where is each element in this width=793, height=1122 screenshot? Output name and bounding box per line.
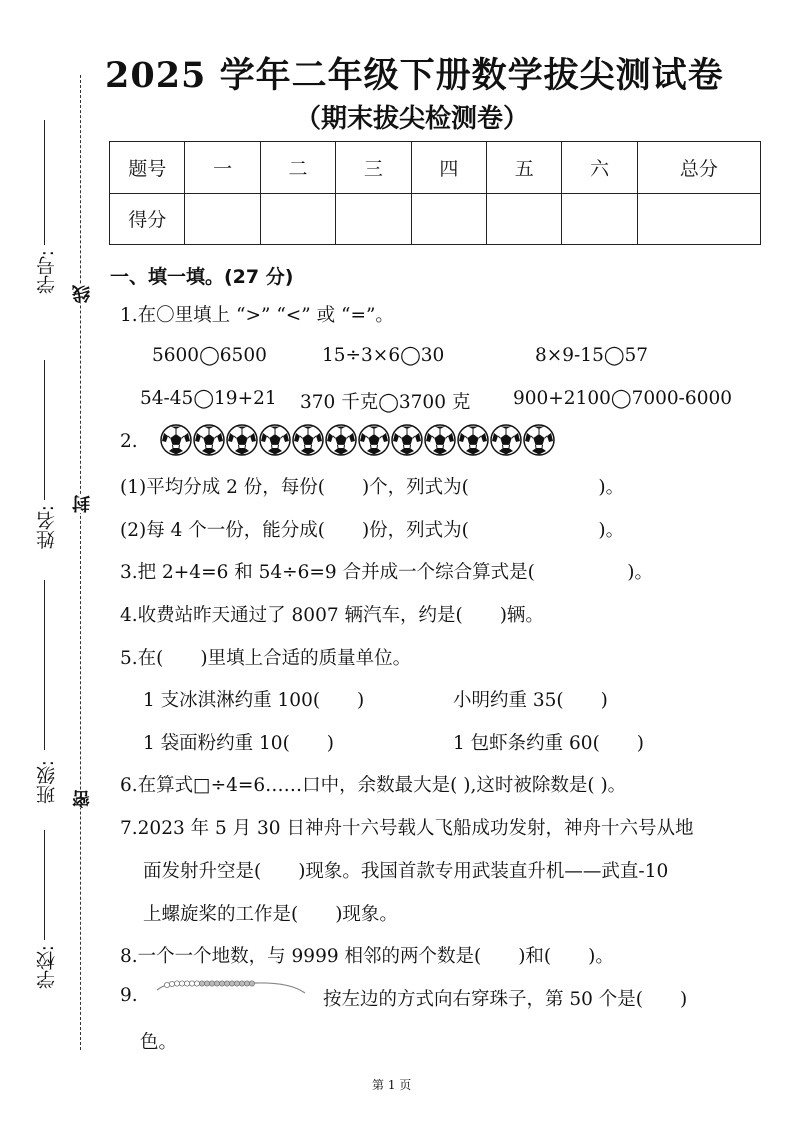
soccer-ball-icon — [259, 424, 291, 456]
soccer-ball-icon — [490, 424, 522, 456]
page-number: 第 1 页 — [372, 1078, 412, 1092]
question-7-line-1: 7.2023 年 5 月 30 日神舟十六号载人飞船成功发射，神舟十六号从地 — [120, 818, 694, 839]
soccer-ball-row — [160, 424, 555, 456]
question-9-line-2: 色。 — [140, 1032, 178, 1053]
question-1-item: 8×9-15◯57 — [535, 345, 649, 366]
question-9-text: 按左边的方式向右穿珠子，第 50 个是( ) — [323, 989, 688, 1010]
seal-tag-seal: 封 — [70, 495, 96, 513]
score-input-cell[interactable] — [411, 193, 486, 245]
bead-icon — [164, 982, 169, 987]
question-1-item: 54-45◯19+21 — [140, 388, 277, 409]
bead-icon — [209, 981, 214, 986]
question-2-number: 2. — [120, 431, 138, 452]
bead-icon — [219, 981, 224, 986]
page-subtitle: （期末拔尖检测卷） — [295, 104, 530, 134]
seal-tag-secret: 密 — [70, 790, 96, 808]
score-header-cell: 四 — [411, 142, 486, 194]
name-line — [44, 360, 45, 500]
question-5-item: 1 支冰淇淋约重 100( ) — [143, 690, 365, 711]
bead-icon — [169, 981, 174, 986]
score-table-header-row — [110, 142, 761, 194]
bead-icon — [189, 981, 194, 986]
question-8: 8.一个一个地数，与 9999 相邻的两个数是( )和( )。 — [120, 946, 614, 967]
score-header-cell: 题号 — [110, 142, 185, 194]
school-line — [44, 830, 45, 940]
score-header-cell: 一 — [185, 142, 260, 194]
bead-icon — [214, 981, 219, 986]
bead-icon — [229, 981, 234, 986]
score-input-cell[interactable] — [336, 193, 411, 245]
question-1-item: 900+2100◯7000-6000 — [513, 388, 733, 409]
bead-icon — [224, 981, 229, 986]
class-label: 班级: — [36, 760, 58, 805]
question-7-line-2: 面发射升空是( )现象。我国首款专用武装直升机——武直-10 — [143, 861, 669, 882]
score-input-cell[interactable] — [260, 193, 335, 245]
student-id-line — [44, 120, 45, 245]
question-1-item: 15÷3×6◯30 — [322, 345, 445, 366]
question-7-line-3: 上螺旋桨的工作是( )现象。 — [143, 904, 398, 925]
question-5-stem: 5.在( )里填上合适的质量单位。 — [120, 648, 412, 669]
class-line — [44, 580, 45, 750]
question-1-stem: 1.在〇里填上 “>” “<” 或 “=”。 — [120, 305, 394, 326]
question-2-sub-2: (2)每 4 个一份，能分成( )份，列式为( )。 — [120, 520, 625, 541]
question-3: 3.把 2+4=6 和 54÷6=9 合并成一个综合算式是( )。 — [120, 562, 654, 583]
question-1-item: 5600◯6500 — [152, 345, 267, 366]
question-9-number: 9. — [120, 985, 138, 1006]
bead-icon — [194, 981, 199, 986]
question-6: 6.在算式□÷4=6……口中，余数最大是( ),这时被除数是( )。 — [120, 775, 627, 796]
soccer-ball-icon — [193, 424, 225, 456]
question-5-item: 小明约重 35( ) — [453, 690, 608, 711]
score-header-cell: 总分 — [637, 142, 760, 194]
soccer-ball-icon — [457, 424, 489, 456]
question-2-sub-1: (1)平均分成 2 份，每份( )个，列式为( )。 — [120, 477, 625, 498]
soccer-ball-icon — [358, 424, 390, 456]
section-heading: 一、填一填。(27 分) — [110, 266, 294, 288]
page-title: 2025 学年二年级下册数学拔尖测试卷 — [105, 55, 724, 96]
soccer-ball-icon — [391, 424, 423, 456]
bead-icon — [234, 981, 239, 986]
soccer-ball-icon — [292, 424, 324, 456]
bead-icon — [204, 981, 209, 986]
score-header-cell: 三 — [336, 142, 411, 194]
name-label: 姓名: — [36, 505, 58, 550]
question-5-item: 1 包虾条约重 60( ) — [453, 733, 645, 754]
score-table-score-row — [110, 193, 761, 245]
score-table — [109, 141, 761, 245]
score-input-cell[interactable] — [487, 193, 562, 245]
question-5-item: 1 袋面粉约重 10( ) — [143, 733, 335, 754]
bead-icon — [244, 981, 249, 986]
soccer-ball-icon — [523, 424, 555, 456]
school-label: 学校: — [36, 945, 58, 990]
bead-icon — [179, 981, 184, 986]
soccer-ball-icon — [160, 424, 192, 456]
question-4: 4.收费站昨天通过了 8007 辆汽车，约是( )辆。 — [120, 605, 544, 626]
question-1-item: 370 千克◯3700 克 — [300, 392, 471, 413]
bead-icon — [199, 981, 204, 986]
bead-icon — [239, 981, 244, 986]
soccer-ball-icon — [325, 424, 357, 456]
bead-icon — [174, 981, 179, 986]
bead-string-image — [155, 976, 315, 1006]
score-header-cell: 五 — [487, 142, 562, 194]
seal-tag-line: 线 — [70, 285, 96, 303]
bead-icon — [184, 981, 189, 986]
score-header-cell: 二 — [260, 142, 335, 194]
soccer-ball-icon — [424, 424, 456, 456]
score-input-cell[interactable] — [185, 193, 260, 245]
score-input-cell[interactable] — [562, 193, 637, 245]
score-input-cell[interactable] — [637, 193, 760, 245]
bead-icon — [249, 981, 254, 986]
score-header-cell: 六 — [562, 142, 637, 194]
binding-dashed-line — [80, 75, 81, 1050]
soccer-ball-icon — [226, 424, 258, 456]
score-row-label: 得分 — [110, 193, 185, 245]
student-id-label: 学号: — [36, 250, 58, 295]
